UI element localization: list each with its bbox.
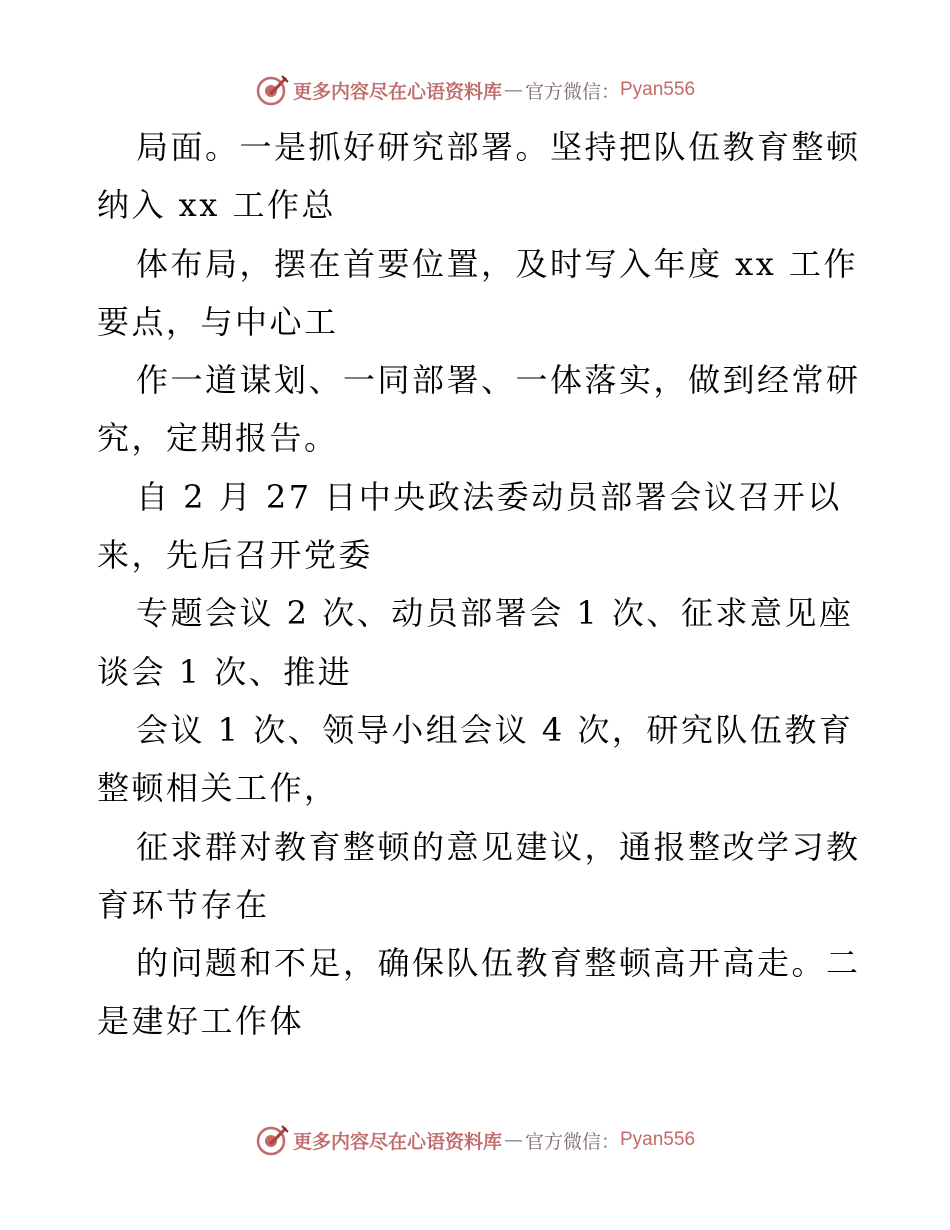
- text-line: 来，先后召开党委: [97, 536, 374, 575]
- pen-logo-icon: [255, 73, 289, 107]
- header-watermark: [0, 70, 950, 110]
- text-line: 征求群对教育整顿的意见建议，通报整改学习教: [136, 827, 861, 866]
- text-line: 育环节存在: [97, 885, 270, 924]
- text-line: 会议 1 次、领导小组会议 4 次，研究队伍教育: [136, 710, 854, 749]
- text-line: 整顿相关工作，: [97, 769, 339, 808]
- watermark-text: 更多内容尽在心语资料库: [292, 1130, 502, 1153]
- text-line: 局面。一是抓好研究部署。坚持把队伍教育整顿: [136, 128, 861, 166]
- document-body: [97, 118, 887, 1051]
- watermark-wechat-id: Pyan556: [620, 1129, 696, 1150]
- text-line: 自 2 月 27 日中央政法委动员部署会议召开以: [136, 477, 842, 516]
- text-line: 作一道谋划、一同部署、一体落实，做到经常研: [136, 361, 861, 400]
- text-line: 纳入 xx 工作总: [97, 186, 336, 225]
- watermark-wechat-id: Pyan556: [620, 79, 696, 100]
- watermark-separator: —: [503, 1129, 523, 1151]
- watermark-separator: —: [503, 79, 523, 101]
- text-line: 究，定期报告。: [97, 419, 339, 458]
- text-line: 是建好工作体: [97, 1002, 305, 1041]
- footer-watermark: [0, 1120, 950, 1160]
- text-line: 谈会 1 次、推进: [97, 652, 353, 691]
- text-line: 的问题和不足，确保队伍教育整顿高开高走。二: [136, 944, 861, 983]
- watermark-official-label: 官方微信：: [524, 1130, 620, 1153]
- text-line: 要点，与中心工: [97, 302, 339, 341]
- watermark-official-label: 官方微信：: [524, 80, 620, 103]
- pen-logo-icon: [255, 1123, 289, 1157]
- text-line: 体布局，摆在首要位置，及时写入年度 xx 工作: [136, 244, 858, 283]
- watermark-text: 更多内容尽在心语资料库: [292, 80, 502, 103]
- text-line: 专题会议 2 次、动员部署会 1 次、征求意见座: [136, 594, 854, 633]
